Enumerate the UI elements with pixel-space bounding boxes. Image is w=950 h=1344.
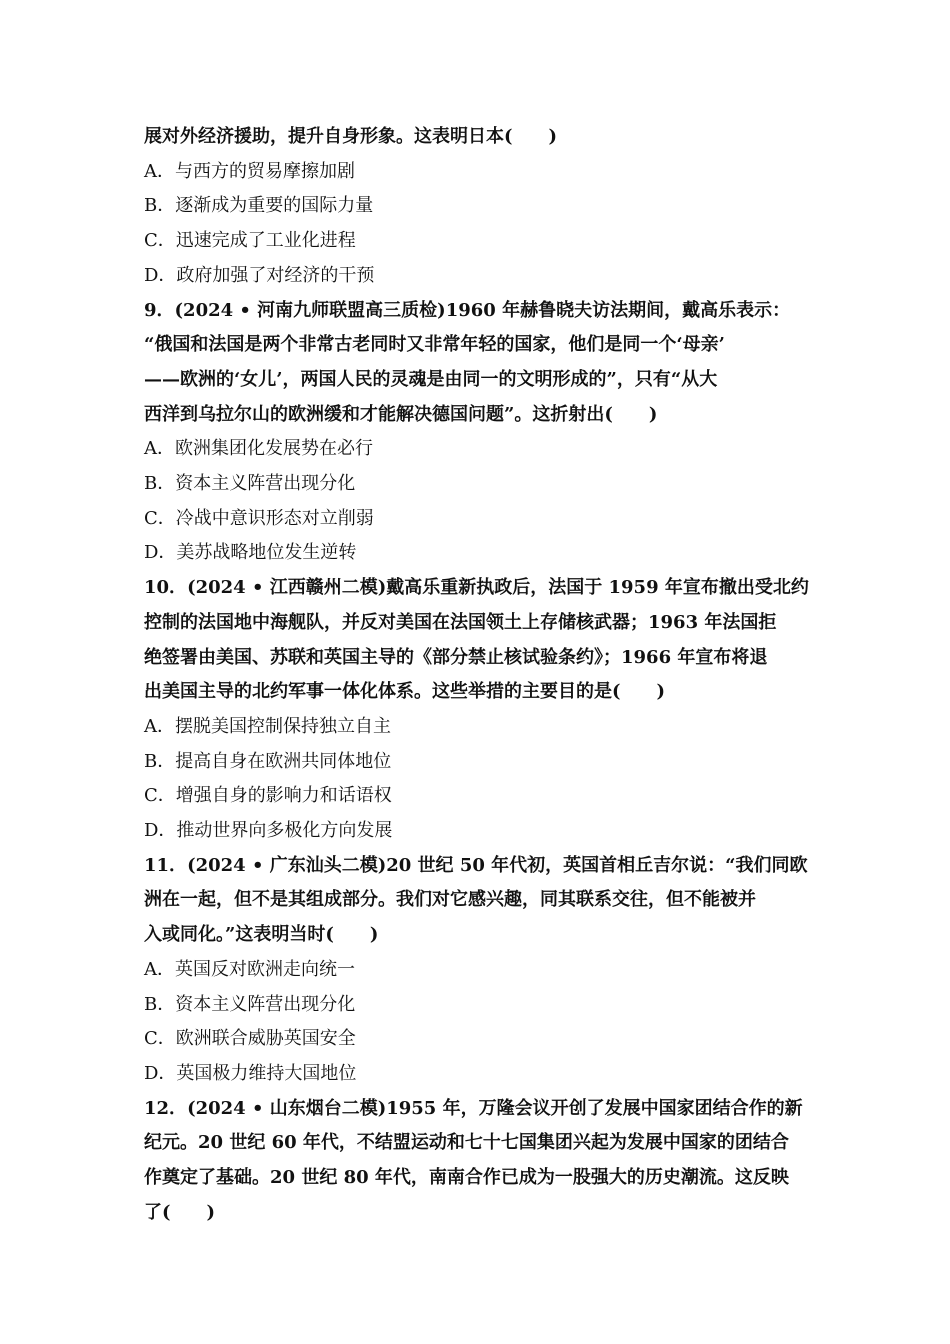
option-b: B．逐渐成为重要的国际力量 — [144, 195, 374, 217]
option-a: A．英国反对欧洲走向统一 — [144, 958, 355, 980]
question-12 — [144, 1092, 810, 1231]
document-page — [144, 120, 810, 1231]
question-number: 12． — [144, 1097, 188, 1119]
question-stem-line: 了( ) — [144, 1201, 216, 1223]
question-stem-line: 绝签署由美国、苏联和英国主导的《部分禁止核试验条约》；1966 年宣布将退 — [144, 646, 768, 668]
question-8-stem: 展对外经济援助，提升自身形象。这表明日本( ) — [144, 126, 558, 147]
question-source: (2024 • 山东烟台二模) — [187, 1097, 387, 1119]
question-text: 1960 年赫鲁晓夫访法期间，戴高乐表示： — [445, 299, 791, 321]
question-source: (2024 • 广东汕头二模) — [187, 854, 387, 876]
option-c: C．欧洲联合威胁英国安全 — [144, 1028, 356, 1050]
option-d: D．英国极力维持大国地位 — [144, 1062, 357, 1084]
question-number: 11． — [144, 854, 188, 876]
question-stem-line: 入或同化。”这表明当时( ) — [144, 924, 379, 946]
question-stem-line: ——欧洲的‘女儿’，两国人民的灵魂是由同一的文明形成的”，只有“从大 — [144, 368, 718, 390]
question-stem-line: 作奠定了基础。20 世纪 80 年代，南南合作已成为一股强大的历史潮流。这反映 — [144, 1167, 789, 1189]
question-10 — [144, 571, 810, 849]
option-a: A．欧洲集团化发展势在必行 — [144, 438, 373, 460]
question-stem-line: “俄国和法国是两个非常古老同时又非常年轻的国家，他们是同一个‘母亲’ — [144, 334, 725, 356]
question-stem-line — [144, 849, 810, 884]
question-source: (2024 • 江西赣州二模) — [187, 577, 387, 599]
question-number: 10． — [144, 577, 188, 599]
question-9 — [144, 294, 810, 572]
question-stem-line: 纪元。20 世纪 60 年代，不结盟运动和七十七国集团兴起为发展中国家的团结合 — [144, 1132, 789, 1154]
question-text: 20 世纪 50 年代初，英国首相丘吉尔说：“我们同欧 — [386, 854, 808, 876]
question-source: (2024 • 河南九师联盟高三质检) — [174, 299, 446, 321]
question-text: 戴高乐重新执政后，法国于 1959 年宣布撤出受北约 — [386, 577, 809, 599]
option-c: C．冷战中意识形态对立削弱 — [144, 507, 374, 529]
question-stem-line — [144, 294, 810, 329]
option-a: A．与西方的贸易摩擦加剧 — [144, 160, 355, 182]
question-number: 9． — [144, 299, 175, 321]
question-stem-line: 出美国主导的北约军事一体化体系。这些举措的主要目的是( ) — [144, 681, 666, 703]
option-c: C．增强自身的影响力和话语权 — [144, 785, 392, 807]
option-b: B．资本主义阵营出现分化 — [144, 993, 356, 1015]
question-text: 1955 年，万隆会议开创了发展中国家团结合作的新 — [386, 1097, 803, 1119]
option-b: B．资本主义阵营出现分化 — [144, 473, 356, 495]
question-8-tail — [144, 120, 810, 294]
question-stem-line: 西洋到乌拉尔山的欧洲缓和才能解决德国问题”。这折射出( ) — [144, 403, 658, 425]
option-d: D．美苏战略地位发生逆转 — [144, 542, 357, 564]
option-c: C．迅速完成了工业化进程 — [144, 230, 356, 252]
question-stem-line — [144, 571, 810, 606]
question-stem-line: 洲在一起，但不是其组成部分。我们对它感兴趣，同其联系交往，但不能被并 — [144, 889, 756, 911]
option-a: A．摆脱美国控制保持独立自主 — [144, 715, 391, 737]
option-d: D．政府加强了对经济的干预 — [144, 264, 375, 286]
question-11 — [144, 849, 810, 1092]
question-stem-line: 控制的法国地中海舰队，并反对美国在法国领土上存储核武器；1963 年法国拒 — [144, 611, 777, 633]
question-stem-line — [144, 1092, 810, 1127]
option-d: D．推动世界向多极化方向发展 — [144, 820, 393, 842]
option-b: B．提高自身在欧洲共同体地位 — [144, 750, 392, 772]
